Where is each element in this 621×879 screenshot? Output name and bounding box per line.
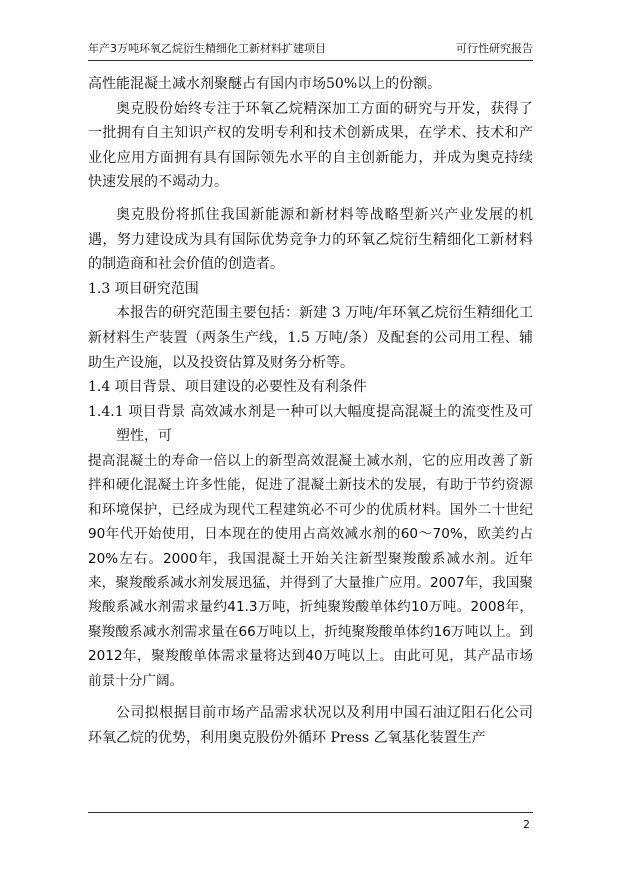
- page-header: [88, 40, 533, 61]
- paragraph-background: 提高混凝土的寿命一倍以上的新型高效混凝土减水剂，它的应用改善了新拌和硬化混凝土许多性能，促进了混凝土新技术的发展，有助于节约资源和环境保护，已经成为现代工程建筑必不可少的优质材料。国外二十世纪90年代开始使用，日本现在的使用占高效减水剂的60～70%，欧美约占20%左右。2000年，我国混凝土开始关注新型聚羧酸系减水剂。近年来，聚羧酸系减水剂发展迅猛，并得到了大量推广应用。2007年，我国聚羧酸系减水剂需求量约41.3万吨，折纯聚羧酸单体约10万吨。2008年，聚羧酸系减水剂需求量在66万吨以上，折纯聚羧酸单体约16万吨以上。到2012年，聚羧酸单体需求量将达到40万吨以上。由此可见，其产品市场前景十分广阔。: [88, 452, 533, 689]
- footer-divider: [88, 812, 533, 813]
- header-project-title: 年产3万吨环氧乙烷衍生精细化工新材料扩建项目: [88, 42, 326, 55]
- paragraph-strategy: 奥克股份将抓住我国新能源和新材料等战略型新兴产业发展的机遇，努力建设成为具有国际优势竞争力的环氧乙烷衍生精细化工新材料的制造商和社会价值的创造者。: [88, 206, 533, 273]
- section-heading-1-3: 1.3 项目研究范围: [88, 280, 199, 297]
- document-body: [88, 72, 533, 750]
- paragraph-scope: 本报告的研究范围主要包括：新建 3 万吨/年环氧乙烷衍生精细化工新材料生产装置（两条生产线，1.5 万吨/条）及配套的公司用工程、辅助生产设施，以及投资估算及财务分析等。: [88, 305, 533, 371]
- section-heading-1-4-1: 1.4.1 项目背景 高效减水剂是一种可以大幅度提高混凝土的流变性及可塑性，可: [88, 403, 533, 445]
- page-number: 2: [523, 818, 530, 831]
- paragraph-plan: 公司拟根据目前市场产品需求状况以及利用中国石油辽阳石化公司环氧乙烷的优势，利用奥克股份外循环 Press 乙氧基化装置生产: [88, 704, 533, 746]
- paragraph-market-share: 高性能混凝土减水剂聚醚占有国内市场50%以上的份额。: [88, 76, 442, 92]
- header-report-type: 可行性研究报告: [456, 42, 533, 55]
- section-heading-1-4: 1.4 项目背景、项目建设的必要性及有利条件: [88, 379, 367, 396]
- paragraph-rnd: 奥克股份始终专注于环氧乙烷精深加工方面的研究与开发，获得了一批拥有自主知识产权的发明专利和技术创新成果，在学术、技术和产业化应用方面拥有具有国际领先水平的自主创新能力，并成为奥克持续快速发展的不竭动力。: [88, 100, 533, 191]
